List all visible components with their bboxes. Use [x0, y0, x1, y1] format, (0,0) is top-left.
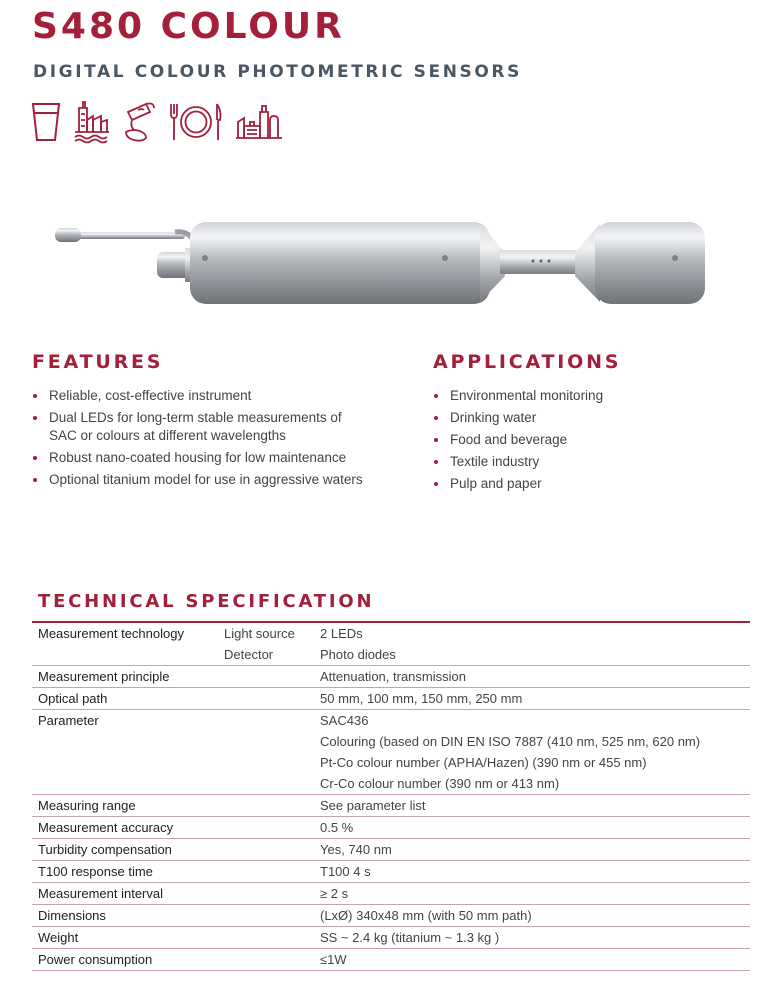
table-row — [32, 644, 750, 666]
features-list — [29, 387, 389, 493]
applications-list — [430, 387, 730, 497]
table-row — [32, 883, 750, 905]
table-row — [32, 731, 750, 752]
applications-heading: APPLICATIONS — [433, 351, 622, 373]
list-item: Pulp and paper — [430, 475, 730, 493]
spec-value: Photo diodes — [314, 644, 750, 666]
table-row — [32, 817, 750, 839]
spec-sublabel — [218, 666, 314, 688]
spec-sublabel: Detector — [218, 644, 314, 666]
spec-value: (LxØ) 340x48 mm (with 50 mm path) — [314, 905, 750, 927]
spec-value: Pt-Co colour number (APHA/Hazen) (390 nm or 455 nm) — [320, 755, 647, 770]
spec-label — [32, 644, 218, 666]
spec-label — [32, 752, 218, 773]
spec-sublabel — [218, 817, 314, 839]
table-row — [32, 752, 750, 773]
spec-sublabel — [218, 927, 314, 949]
spec-sublabel — [218, 795, 314, 817]
spec-value: SS ~ 2.4 kg (titanium ~ 1.3 kg ) — [314, 927, 750, 949]
spec-label: Measurement principle — [32, 666, 218, 688]
spec-value: Colouring (based on DIN EN ISO 7887 (410 nm, 525 nm, 620 nm) — [320, 734, 701, 749]
spec-sublabel — [218, 773, 314, 795]
spec-heading: TECHNICAL SPECIFICATION — [38, 591, 375, 612]
features-heading: FEATURES — [32, 351, 164, 373]
list-item-line: Dual LEDs for long-term stable measurements of — [49, 410, 342, 425]
spec-label — [32, 731, 218, 752]
spec-sublabel — [218, 883, 314, 905]
spec-value: ≥ 2 s — [314, 883, 750, 905]
sensor-illustration — [55, 210, 715, 310]
table-row — [32, 839, 750, 861]
spec-sublabel — [218, 839, 314, 861]
application-icons — [30, 98, 284, 144]
page-title: S480 COLOUR — [32, 6, 345, 47]
list-item: Optional titanium model for use in aggressive waters — [29, 471, 389, 489]
drinking-glass-icon — [30, 98, 62, 144]
spec-value: Cr-Co colour number (390 nm or 413 nm) — [314, 773, 750, 795]
spec-sublabel — [218, 752, 314, 773]
spec-sublabel — [218, 731, 314, 752]
spec-value: 50 mm, 100 mm, 150 mm, 250 mm — [314, 688, 750, 710]
spec-value: T100 4 s — [314, 861, 750, 883]
spec-label: Measurement technology — [38, 626, 184, 641]
list-item — [29, 409, 389, 445]
page-subtitle: DIGITAL COLOUR PHOTOMETRIC SENSORS — [33, 62, 522, 82]
table-row — [32, 773, 750, 795]
list-item: Robust nano-coated housing for low maintenance — [29, 449, 389, 467]
list-item: Environmental monitoring — [430, 387, 730, 405]
spec-value: Attenuation, transmission — [314, 666, 750, 688]
list-item: Food and beverage — [430, 431, 730, 449]
spec-label — [32, 773, 218, 795]
spec-sublabel — [218, 949, 314, 971]
table-row — [32, 710, 750, 732]
spec-label: Power consumption — [32, 949, 218, 971]
table-row — [32, 666, 750, 688]
spec-value: ≤1W — [314, 949, 750, 971]
spec-label: Dimensions — [32, 905, 218, 927]
spec-label: Weight — [32, 927, 218, 949]
spec-label: Measurement accuracy — [32, 817, 218, 839]
spec-value: Yes, 740 nm — [314, 839, 750, 861]
spec-sublabel: Light source — [224, 626, 295, 641]
spec-value: See parameter list — [314, 795, 750, 817]
list-item: Textile industry — [430, 453, 730, 471]
spec-table — [32, 621, 750, 971]
list-item: Drinking water — [430, 409, 730, 427]
spec-label: Measurement interval — [32, 883, 218, 905]
list-item: Reliable, cost-effective instrument — [29, 387, 389, 405]
spec-value: 0.5 % — [314, 817, 750, 839]
table-row — [32, 688, 750, 710]
spec-value: SAC436 — [320, 713, 369, 728]
table-row — [32, 905, 750, 927]
spec-sublabel — [218, 861, 314, 883]
table-row — [32, 949, 750, 971]
table-row — [32, 795, 750, 817]
factory-water-icon — [71, 98, 111, 144]
table-row — [32, 927, 750, 949]
industrial-plant-icon — [234, 98, 284, 144]
spec-sublabel — [218, 905, 314, 927]
paint-pour-icon — [120, 98, 158, 144]
table-row — [32, 861, 750, 883]
list-item-line: SAC or colours at different wavelengths — [49, 428, 286, 443]
spec-label: Measuring range — [32, 795, 218, 817]
spec-sublabel — [218, 688, 314, 710]
table-row — [32, 622, 750, 644]
spec-label: T100 response time — [32, 861, 218, 883]
spec-label: Turbidity compensation — [32, 839, 218, 861]
spec-label: Parameter — [38, 713, 99, 728]
spec-label: Optical path — [32, 688, 218, 710]
spec-value: 2 LEDs — [320, 626, 363, 641]
spec-sublabel — [218, 710, 314, 732]
plate-cutlery-icon — [167, 98, 225, 144]
